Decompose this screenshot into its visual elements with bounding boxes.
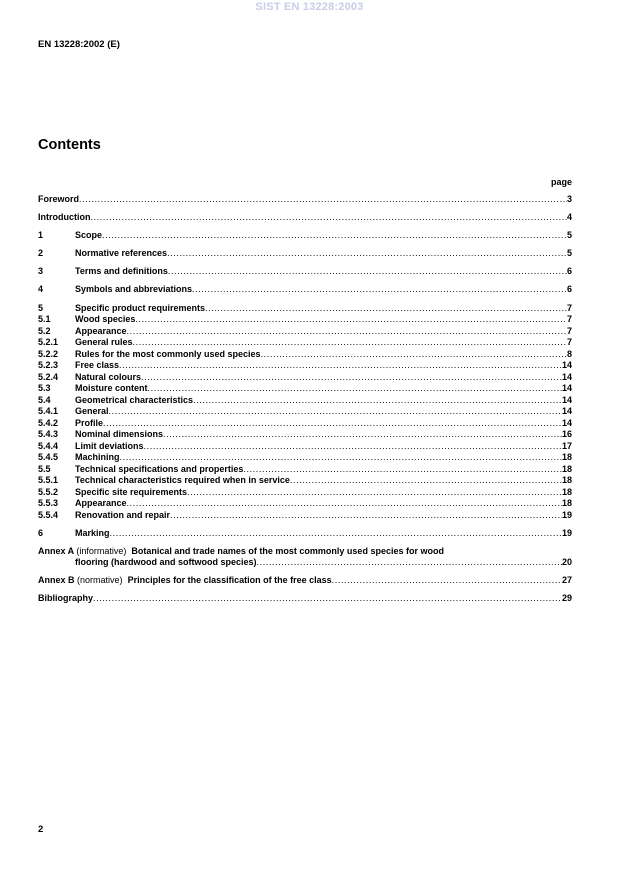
toc-entry-number: 6 <box>38 527 44 538</box>
toc-entry-1[interactable] <box>38 230 572 242</box>
toc-entry-annex-a[interactable] <box>38 546 572 569</box>
dot-leader <box>93 593 562 605</box>
dot-leader <box>205 303 567 315</box>
page-number: 2 <box>38 824 44 835</box>
toc-entry-page: 14 <box>561 383 572 394</box>
toc-entry-page: 4 <box>566 212 572 223</box>
toc-entry-number: 5.5 <box>38 463 51 474</box>
toc-entry-page: 14 <box>561 394 572 405</box>
dot-leader <box>119 360 562 372</box>
toc-entry-number: 5.5.4 <box>38 509 59 520</box>
toc-entry-number: 5.2.4 <box>38 371 59 382</box>
toc-entry-title: Specific product requirements <box>75 302 206 313</box>
toc-entry-title: Rules for the most commonly used species <box>75 348 261 359</box>
toc-entry-number: 3 <box>38 266 44 277</box>
toc-entry-foreword[interactable] <box>38 194 572 206</box>
toc-entry-5-1[interactable] <box>38 314 572 326</box>
toc-entry-number: 5.2.1 <box>38 337 59 348</box>
toc-entry-number: 2 <box>38 248 44 259</box>
toc-entry-number: 5.3 <box>38 383 51 394</box>
toc-entry-title: General <box>75 406 109 417</box>
dot-leader <box>144 441 562 453</box>
toc-entry-number: 5.1 <box>38 314 51 325</box>
dot-leader <box>163 429 562 441</box>
toc-entry-title: Nominal dimensions <box>75 429 164 440</box>
toc-entry-5-2-4[interactable] <box>38 372 572 384</box>
toc-entry-title: Terms and definitions <box>75 266 168 277</box>
dot-leader <box>243 464 562 476</box>
toc-entry-title: Profile <box>75 417 104 428</box>
page-column-label: page <box>550 177 572 187</box>
toc-entry-4[interactable] <box>38 284 572 296</box>
toc-entry-title: Specific site requirements <box>75 486 188 497</box>
toc-entry-5-2-2[interactable] <box>38 349 572 361</box>
toc-entry-5-5-4[interactable] <box>38 510 572 522</box>
dot-leader <box>187 487 562 499</box>
toc-entry-page: 6 <box>566 266 572 277</box>
toc-entry-number: 5.2.2 <box>38 348 59 359</box>
annex-label: Annex A <box>38 545 74 556</box>
dot-leader <box>103 418 562 430</box>
toc-entry-page: 16 <box>561 429 572 440</box>
toc-entry-number: 5.4.2 <box>38 417 59 428</box>
toc-entry-number: 5.2 <box>38 325 51 336</box>
toc-entry-title: Geometrical characteristics <box>75 394 194 405</box>
toc-entry-number: 5.5.2 <box>38 486 59 497</box>
dot-leader <box>120 452 562 464</box>
toc-entry-page: 14 <box>561 417 572 428</box>
dot-leader <box>79 194 567 206</box>
toc-entry-5-4-4[interactable] <box>38 441 572 453</box>
dot-leader <box>127 498 562 510</box>
toc-entry-title: Symbols and abbreviations <box>75 284 193 295</box>
toc-entry-5-3[interactable] <box>38 383 572 395</box>
toc-entry-title: Technical characteristics required when in service <box>75 475 290 486</box>
dot-leader <box>332 575 562 587</box>
toc-entry-5-2-1[interactable] <box>38 337 572 349</box>
dot-leader <box>167 248 567 260</box>
dot-leader <box>257 557 562 569</box>
toc-entry-number: 5.4 <box>38 394 51 405</box>
dot-leader <box>168 266 567 278</box>
toc-entry-title: General rules <box>75 337 133 348</box>
toc-entry-page: 5 <box>566 230 572 241</box>
table-of-contents <box>38 194 572 605</box>
toc-entry-page: 7 <box>566 302 572 313</box>
toc-entry-title: Appearance <box>75 325 127 336</box>
toc-entry-page: 14 <box>561 360 572 371</box>
dot-leader <box>133 337 567 349</box>
dot-leader <box>141 372 562 384</box>
toc-entry-title: Appearance <box>75 498 127 509</box>
dot-leader <box>170 510 562 522</box>
dot-leader <box>261 349 567 361</box>
toc-entry-title: Scope <box>75 230 103 241</box>
toc-entry-5[interactable] <box>38 303 572 315</box>
toc-entry-5-5-2[interactable] <box>38 487 572 499</box>
dot-leader <box>193 395 562 407</box>
toc-entry-title: Foreword <box>38 194 80 204</box>
toc-entry-5-4-3[interactable] <box>38 429 572 441</box>
toc-entry-number: 5 <box>38 302 44 313</box>
toc-entry-page: 18 <box>561 475 572 486</box>
toc-entry-page: 6 <box>566 284 572 295</box>
dot-leader <box>192 284 567 296</box>
toc-entry-title: Natural colours <box>75 371 142 382</box>
toc-entry-page: 20 <box>561 557 572 568</box>
toc-entry-page: 17 <box>561 440 572 451</box>
dot-leader <box>135 314 567 326</box>
toc-entry-6[interactable] <box>38 528 572 540</box>
toc-entry-page: 8 <box>566 348 572 359</box>
toc-entry-page: 27 <box>561 575 572 586</box>
toc-entry-number: 5.4.1 <box>38 406 59 417</box>
toc-entry-number: 5.5.3 <box>38 498 59 509</box>
toc-entry-page: 14 <box>561 406 572 417</box>
toc-entry-3[interactable] <box>38 266 572 278</box>
dot-leader <box>102 230 567 242</box>
toc-entry-page: 18 <box>561 463 572 474</box>
toc-entry-title: Normative references <box>75 248 168 259</box>
toc-entry-5-4-2[interactable] <box>38 418 572 430</box>
dot-leader <box>91 212 567 224</box>
toc-entry-title: Introduction <box>38 212 91 223</box>
toc-entry-5-4[interactable] <box>38 395 572 407</box>
toc-entry-bibliography[interactable] <box>38 593 572 605</box>
dot-leader <box>127 326 567 338</box>
dot-leader <box>290 475 562 487</box>
dot-leader <box>110 528 562 540</box>
annex-title-line1: Botanical and trade names of the most commonly used species for wood <box>131 545 444 556</box>
toc-entry-page: 29 <box>561 593 572 604</box>
toc-entry-2[interactable] <box>38 248 572 260</box>
toc-entry-number: 1 <box>38 230 44 241</box>
toc-entry-introduction[interactable] <box>38 212 572 224</box>
annex-title-line2: flooring (hardwood and softwood species) <box>75 557 257 568</box>
toc-entry-page: 3 <box>566 194 572 204</box>
toc-entry-title: Bibliography <box>38 593 94 604</box>
toc-entry-page: 18 <box>561 498 572 509</box>
toc-entry-annex-b[interactable] <box>38 575 572 587</box>
toc-entry-title: Machining <box>75 452 120 463</box>
document-id: EN 13228:2002 (E) <box>38 39 120 50</box>
toc-entry-title: Wood species <box>75 314 136 325</box>
toc-entry-title: Technical specifications and properties <box>75 463 244 474</box>
toc-entry-page: 19 <box>561 509 572 520</box>
annex-qualifier: (informative) <box>76 545 127 556</box>
toc-entry-5-4-1[interactable] <box>38 406 572 418</box>
toc-entry-5-5-3[interactable] <box>38 498 572 510</box>
annex-label: Annex B <box>38 575 75 586</box>
toc-entry-page: 7 <box>566 337 572 348</box>
toc-entry-number: 4 <box>38 284 44 295</box>
toc-entry-page: 7 <box>566 314 572 325</box>
toc-entry-page: 18 <box>561 486 572 497</box>
toc-entry-5-5[interactable] <box>38 464 572 476</box>
toc-entry-number: 5.2.3 <box>38 360 59 371</box>
toc-entry-number: 5.4.5 <box>38 452 59 463</box>
toc-entry-5-2[interactable] <box>38 326 572 338</box>
contents-title: Contents <box>38 137 101 153</box>
toc-entry-page: 7 <box>566 325 572 336</box>
watermark: SIST EN 13228:2003 <box>255 1 364 13</box>
annex-title: Principles for the classification of the free class <box>127 575 332 586</box>
toc-entry-5-5-1[interactable] <box>38 475 572 487</box>
toc-entry-number: 5.4.3 <box>38 429 59 440</box>
dot-leader <box>109 406 562 418</box>
toc-entry-page: 5 <box>566 248 572 259</box>
toc-entry-number: 5.4.4 <box>38 440 59 451</box>
toc-entry-title: Renovation and repair <box>75 509 171 520</box>
toc-entry-5-2-3[interactable] <box>38 360 572 372</box>
dot-leader <box>148 383 562 395</box>
toc-entry-page: 18 <box>561 452 572 463</box>
toc-entry-5-4-5[interactable] <box>38 452 572 464</box>
toc-entry-page: 14 <box>561 371 572 382</box>
toc-entry-number: 5.5.1 <box>38 475 59 486</box>
toc-entry-title: Marking <box>75 527 110 538</box>
toc-entry-title: Limit deviations <box>75 440 144 451</box>
toc-entry-title: Moisture content <box>75 383 148 394</box>
toc-entry-page: 19 <box>561 527 572 538</box>
toc-entry-title: Free class <box>75 360 120 371</box>
annex-qualifier: (normative) <box>77 575 123 586</box>
